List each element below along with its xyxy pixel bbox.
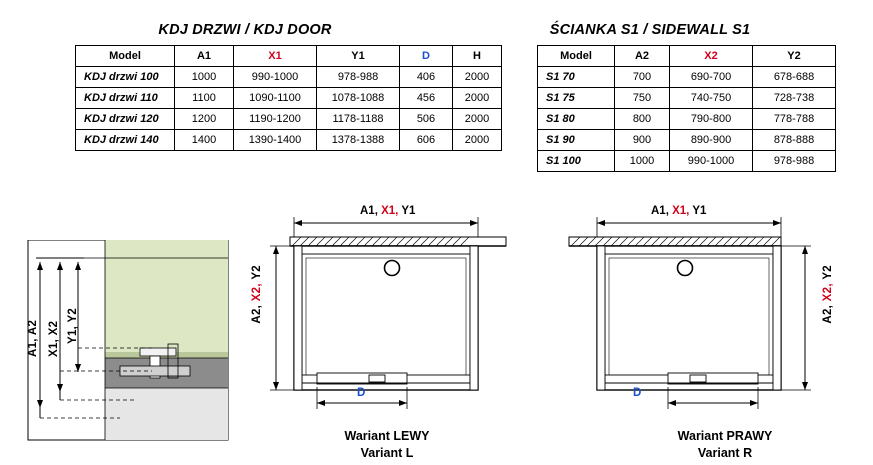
sidewall-cell-model: S1 70 [538,67,615,88]
sidewall-cell-x2: 890-900 [670,130,753,151]
right-top-y1: Y1 [692,205,707,217]
table-row [538,109,836,130]
doors-cell-h: 2000 [453,67,502,88]
right-side-x2: X2, [822,283,834,302]
sidewall-cell-x2: 690-700 [670,67,753,88]
left-top-y1: Y1 [401,205,416,217]
doors-cell-d: 456 [400,88,453,109]
right-side-dimension-label [822,265,834,324]
sidewall-th-model: Model [538,46,615,67]
doors-table-header-row [76,46,502,67]
doors-th-d: D [400,46,453,67]
doors-th-a1: A1 [175,46,234,67]
left-side-x2: X2, [251,283,263,302]
sidewall-th-x2: X2 [670,46,753,67]
doors-cell-y1: 1178-1188 [317,109,400,130]
sidewall-cell-y2: 878-888 [753,130,836,151]
right-variant-drawing [555,205,845,420]
left-variant-caption [262,428,512,462]
sidewall-cell-model: S1 100 [538,151,615,172]
left-caption-en: Variant L [360,446,414,460]
table-row [538,130,836,151]
doors-cell-model: KDJ drzwi 100 [76,67,175,88]
doors-cell-x1: 1090-1100 [234,88,317,109]
right-top-dimension-label [651,205,706,217]
left-bottom-dimension-label: D [357,387,366,399]
doors-cell-y1: 978-988 [317,67,400,88]
left-side-a2: A2, [251,304,263,324]
doors-cell-d: 406 [400,67,453,88]
left-caption-pl: Wariant LEWY [344,429,430,443]
sidewall-cell-model: S1 80 [538,109,615,130]
right-caption-en: Variant R [697,446,753,460]
right-caption-pl: Wariant PRAWY [677,429,773,443]
table-row [76,88,502,109]
sidewall-cell-y2: 778-788 [753,109,836,130]
doors-cell-d: 506 [400,109,453,130]
doors-cell-h: 2000 [453,88,502,109]
doors-cell-model: KDJ drzwi 110 [76,88,175,109]
doors-cell-a1: 1400 [175,130,234,151]
doors-table-title: KDJ DRZWI / KDJ DOOR [158,22,332,38]
section-label-a1a2: A1, A2 [27,319,39,357]
sidewall-cell-y2: 728-738 [753,88,836,109]
doors-th-h: H [453,46,502,67]
right-side-a2: A2, [822,304,834,324]
sidewall-cell-a2: 700 [615,67,670,88]
doors-cell-a1: 1000 [175,67,234,88]
sidewall-cell-x2: 740-750 [670,88,753,109]
sidewall-cell-model: S1 90 [538,130,615,151]
sidewall-cell-model: S1 75 [538,88,615,109]
sidewall-cell-a2: 1000 [615,151,670,172]
sidewall-cell-x2: 790-800 [670,109,753,130]
doors-cell-a1: 1100 [175,88,234,109]
right-bottom-dimension-label: D [633,387,642,399]
left-top-a1: A1, [360,205,378,217]
sidewall-cell-y2: 978-988 [753,151,836,172]
doors-cell-d: 606 [400,130,453,151]
table-row [76,130,502,151]
right-variant-caption [600,428,850,462]
table-row [538,88,836,109]
doors-table [75,45,502,151]
sidewall-table-title: ŚCIANKA S1 / SIDEWALL S1 [549,22,751,38]
sidewall-cell-a2: 900 [615,130,670,151]
sidewall-table-header-row [538,46,836,67]
left-side-dimension-label [251,265,263,324]
doors-th-y1: Y1 [317,46,400,67]
sidewall-th-y2: Y2 [753,46,836,67]
left-variant-drawing [262,205,512,420]
sidewall-cell-x2: 990-1000 [670,151,753,172]
doors-th-model: Model [76,46,175,67]
sidewall-th-a2: A2 [615,46,670,67]
sidewall-cell-a2: 750 [615,88,670,109]
sidewall-table [537,45,836,172]
doors-cell-y1: 1078-1088 [317,88,400,109]
right-side-y2: Y2 [822,265,834,280]
left-top-x1: X1, [381,205,399,217]
doors-cell-a1: 1200 [175,109,234,130]
doors-cell-x1: 1190-1200 [234,109,317,130]
doors-cell-h: 2000 [453,130,502,151]
doors-cell-h: 2000 [453,109,502,130]
doors-cell-x1: 990-1000 [234,67,317,88]
table-row [538,151,836,172]
table-row [538,67,836,88]
sidewall-cell-y2: 678-688 [753,67,836,88]
right-top-a1: A1, [651,205,669,217]
section-label-y1y2: Y1, Y2 [67,307,79,344]
section-label-x1x2: X1, X2 [48,320,60,357]
left-side-y2: Y2 [251,265,263,280]
table-row [76,67,502,88]
table-row [76,109,502,130]
doors-cell-x1: 1390-1400 [234,130,317,151]
doors-cell-y1: 1378-1388 [317,130,400,151]
right-top-x1: X1, [672,205,690,217]
left-top-dimension-label [360,205,415,217]
doors-cell-model: KDJ drzwi 120 [76,109,175,130]
doors-cell-model: KDJ drzwi 140 [76,130,175,151]
doors-th-x1: X1 [234,46,317,67]
sidewall-cell-a2: 800 [615,109,670,130]
